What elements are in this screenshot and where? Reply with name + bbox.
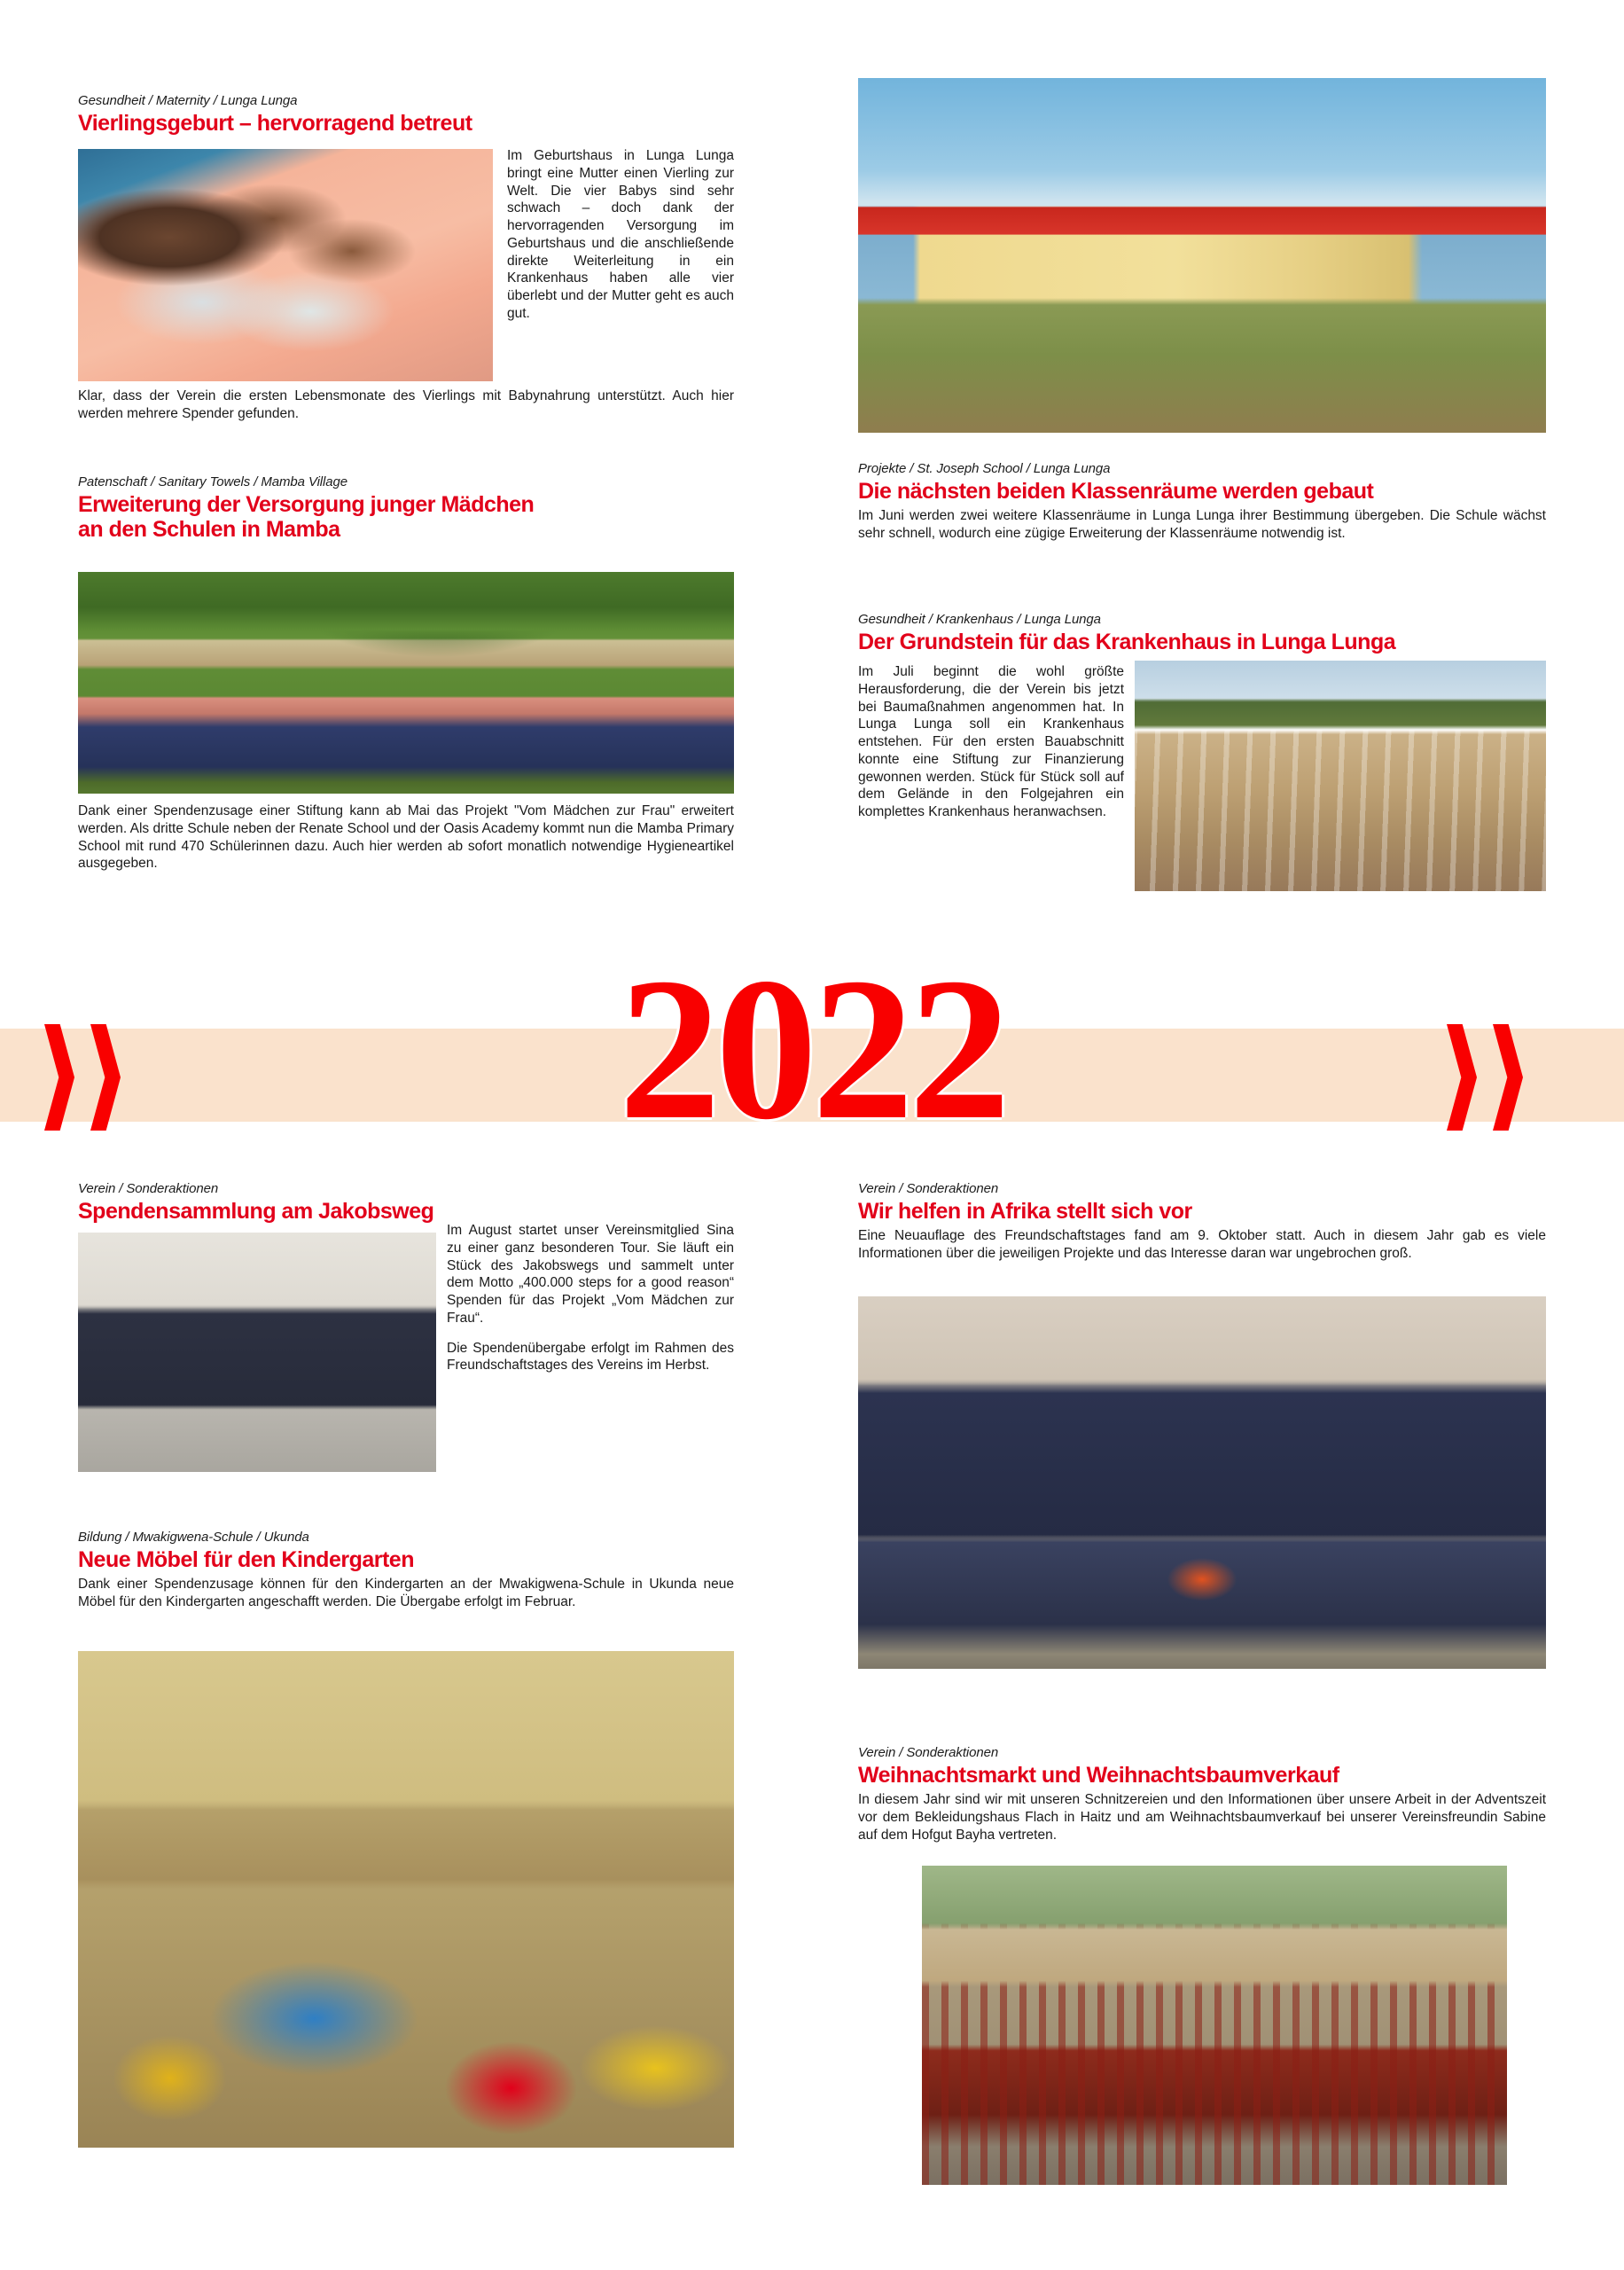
article-krankenhaus [858,612,1546,658]
article-kicker: Bildung / Mwakigwena-Schule / Ukunda [78,1530,309,1545]
photo-volunteer-group-photo [858,1296,1546,1669]
article-kicker: Verein / Sonderaktionen [858,1181,999,1196]
article-kicker: Projekte / St. Joseph School / Lunga Lunga [858,461,1111,476]
article-body-part2: Die Spendenübergabe erfolgt im Rahmen des Freundschaftstages des Vereins im Herbst. [447,1340,734,1374]
article-jakobsweg-text [447,1222,734,1374]
article-jakobsweg [78,1181,734,1227]
article-headline: Neue Möbel für den Kindergarten [78,1547,414,1573]
article-kicker: Gesundheit / Krankenhaus / Lunga Lunga [858,612,1101,627]
article-kindergarten [78,1530,734,1611]
article-mamba [78,474,734,545]
photo-quadruplets-in-maternity-ward [78,149,493,381]
photo-christmas-market-stall [922,1866,1507,2185]
article-vierlingsgeburt-column-text [507,147,734,323]
article-kicker: Verein / Sonderaktionen [78,1181,219,1196]
article-krankenhaus-text [858,663,1124,821]
article-body-continued: Klar, dass der Verein die ersten Lebensmonate des Vierlings mit Babynahrung unterstützt. Auch hier werden mehrere Spender gefunden. [78,388,734,421]
article-body: Im Juni werden zwei weitere Klassenräume in Lunga Lunga ihrer Bestimmung übergeben. Die Schule wächst sehr schnell, wodurch eine zügige Erweiterung der Klassenräume notwendig ist. [858,508,1546,541]
article-headline: Spendensammlung am Jakobsweg [78,1199,434,1225]
photo-st-joseph-school-building [858,78,1546,433]
article-body: Eine Neuauflage des Freundschaftstages fand am 9. Oktober statt. Auch in diesem Jahr gab es viele Informationen über die jeweiligen Projekte und das Interesse daran war ungebrochen groß. [858,1228,1546,1261]
article-kicker: Gesundheit / Maternity / Lunga Lunga [78,93,298,108]
article-body: Dank einer Spendenzusage können für den Kindergarten an der Mwakigwena-Schule in Ukunda neue Möbel für den Kindergarten angeschafft werden. Die Übergabe erfolgt im Februar. [78,1577,734,1609]
article-kicker: Patenschaft / Sanitary Towels / Mamba Village [78,474,347,489]
article-vierlingsgeburt [78,93,734,139]
photo-donation-handover-with-red-heart [78,1233,436,1472]
photo-hospital-foundation-construction-site [1135,661,1546,891]
year-banner [0,935,1624,1170]
article-headline-line2: an den Schulen in Mamba [78,517,340,543]
article-body: In diesem Jahr sind wir mit unseren Schnitzereien und den Informationen über unsere Arbeit in der Adventszeit vor dem Bekleidungshaus Flach in Haitz und am Weihnachtsbaumverkauf bei unserer Vereinsfreundin Sabine auf dem Hofgut Bayha vertreten. [858,1792,1546,1843]
article-body: Im Geburtshaus in Lunga Lunga bringt eine Mutter einen Vierling zur Welt. Die vier Babys sind sehr schwach – doch dank der hervorragenden Versorgung im Geburtshaus und die anschließende direkte Weiterleitung in ein Krankenhaus haben alle vier überlebt und der Mutter geht es auch gut. [507,148,734,321]
year-value: 2022 [619,935,1005,1162]
article-headline-line1: Erweiterung der Versorgung junger Mädchen [78,492,535,518]
article-headline: Weihnachtsmarkt und Weihnachtsbaumverkauf [858,1763,1339,1789]
article-klassenraeume [858,461,1546,543]
photo-kindergarten-classroom-new-furniture [78,1651,734,2148]
article-wir-helfen [858,1181,1546,1263]
article-body: Im Juli beginnt die wohl größte Herausforderung, die der Verein bis jetzt bei Baumaßnahmen angenommen hat. In Lunga Lunga soll ein Krankenhaus entstehen. Für den ersten Bauabschnitt konnte eine Stiftung zur Finanzierung gewonnen werden. Stück für Stück soll auf dem Gelände in den Folgejahren ein komplettes Krankenhaus heranwachsen. [858,664,1124,819]
article-body-part1: Im August startet unser Vereinsmitglied Sina zu einer ganz besonderen Tour. Sie läuft ein Stück des Jakobswegs und sammelt unter dem Motto „400.000 steps for a good reason“ Spenden für das Projekt „Vom Mädchen zur Frau“. [447,1223,734,1326]
year-label [0,935,1624,1162]
article-headline: Die nächsten beiden Klassenräume werden gebaut [858,479,1374,505]
photo-schoolgirls-crowd-with-sanitary-towels [78,572,734,794]
article-kicker: Verein / Sonderaktionen [858,1745,999,1760]
article-weihnachtsmarkt [858,1745,1546,1844]
article-headline: Wir helfen in Afrika stellt sich vor [858,1199,1192,1225]
article-body: Dank einer Spendenzusage einer Stiftung kann ab Mai das Projekt "Vom Mädchen zur Frau" erweitert werden. Als dritte Schule neben der Renate School und der Oasis Academy kommt nun die Mamba Primary School mit rund 470 Schülerinnen dazu. Auch hier werden ab sofort monatlich notwendige Hygieneartikel ausgegeben. [78,803,734,872]
article-headline: Vierlingsgeburt – hervorragend betreut [78,111,472,137]
article-mamba-text [78,802,734,873]
article-vierlingsgeburt-full-text [78,387,734,423]
article-headline: Der Grundstein für das Krankenhaus in Lunga Lunga [858,630,1396,655]
